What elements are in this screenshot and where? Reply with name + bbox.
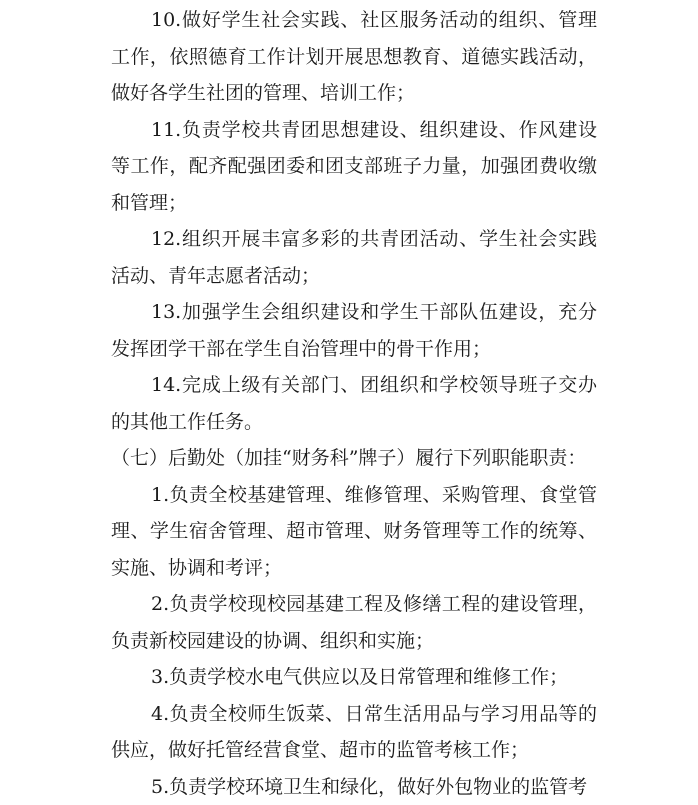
paragraph-item-14: 14.完成上级有关部门、团组织和学校领导班子交办的其他工作任务。 xyxy=(111,367,597,440)
paragraph-item-3: 3.负责学校水电气供应以及日常管理和维修工作； xyxy=(111,659,597,696)
paragraph-item-11: 11.负责学校共青团思想建设、组织建设、作风建设等工作，配齐配强团委和团支部班子力量，加强团费收缴和管理； xyxy=(111,112,597,222)
paragraph-item-5: 5.负责学校环境卫生和绿化，做好外包物业的监管考 xyxy=(111,769,597,805)
paragraph-item-4: 4.负责全校师生饭菜、日常生活用品与学习用品等的供应，做好托管经营食堂、超市的监管考核工作； xyxy=(111,696,597,769)
paragraph-item-1: 1.负责全校基建管理、维修管理、采购管理、食堂管理、学生宿舍管理、超市管理、财务管理等工作的统筹、实施、协调和考评； xyxy=(111,477,597,587)
paragraph-item-10: 10.做好学生社会实践、社区服务活动的组织、管理工作，依照德育工作计划开展思想教育、道德实践活动，做好各学生社团的管理、培训工作； xyxy=(111,2,597,112)
paragraph-item-12: 12.组织开展丰富多彩的共青团活动、学生社会实践活动、青年志愿者活动； xyxy=(111,221,597,294)
paragraph-item-13: 13.加强学生会组织建设和学生干部队伍建设，充分发挥团学干部在学生自治管理中的骨干作用； xyxy=(111,294,597,367)
document-body xyxy=(111,0,597,805)
paragraph-item-2: 2.负责学校现校园基建工程及修缮工程的建设管理，负责新校园建设的协调、组织和实施； xyxy=(111,586,597,659)
section-heading-logistics: （七）后勤处（加挂“财务科”牌子）履行下列职能职责： xyxy=(111,440,597,477)
